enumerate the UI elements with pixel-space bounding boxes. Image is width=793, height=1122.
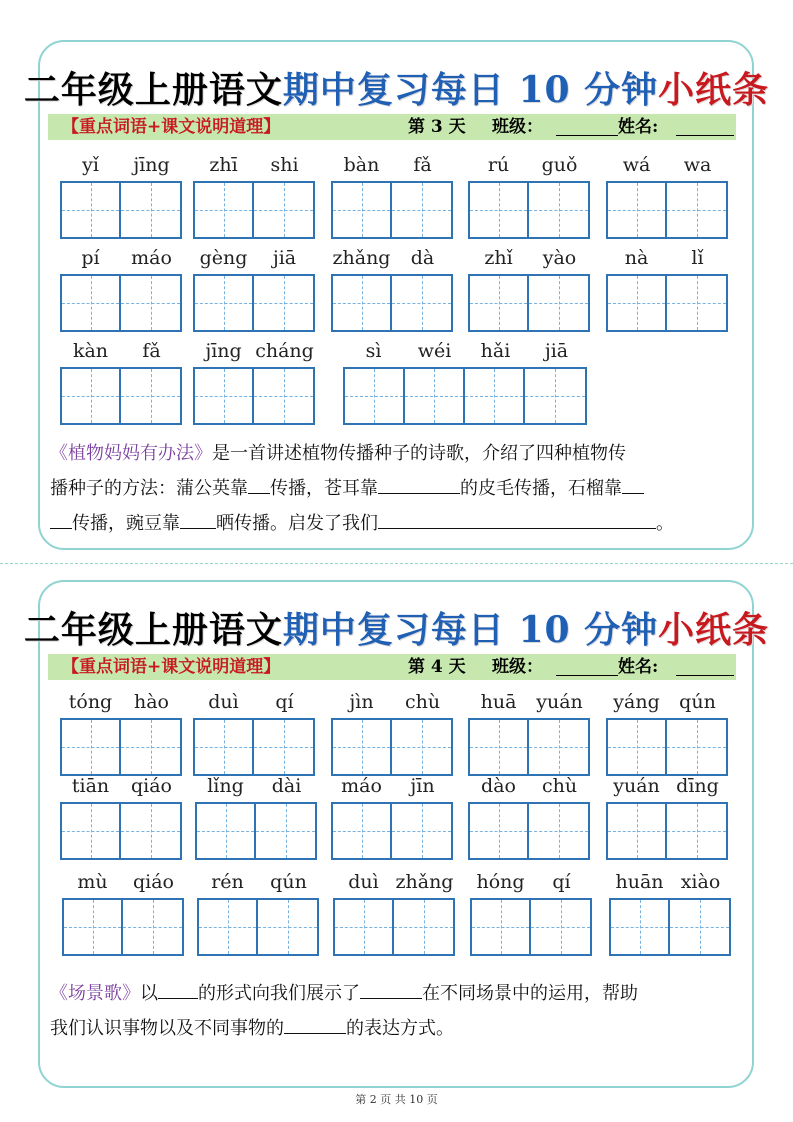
- pinyin-label: qún: [270, 871, 307, 893]
- pinyin-label: wá: [622, 154, 651, 176]
- pinyin-label: zhǐ: [484, 247, 513, 269]
- writing-cell[interactable]: [470, 804, 529, 858]
- writing-cell[interactable]: [62, 369, 121, 423]
- sheet1-paragraph: 《植物妈妈有办法》是一首讲述植物传播种子的诗歌，介绍了四种植物传 播种子的方法：蒲公英靠 传播，苍耳靠 的皮毛传播，石榴靠 传播，豌豆靠 晒传播。启发了我们 。: [50, 443, 674, 534]
- writing-cell[interactable]: [195, 369, 254, 423]
- tianzige-box-row: [193, 274, 315, 332]
- tianzige-box-row: [331, 181, 453, 239]
- pinyin-label: yào: [542, 247, 577, 269]
- writing-cell[interactable]: [62, 276, 121, 330]
- pinyin-label: jīng: [205, 340, 242, 362]
- tianzige-box-row: [193, 367, 315, 425]
- pinyin-label: shi: [270, 154, 299, 176]
- writing-cell[interactable]: [667, 276, 726, 330]
- pinyin-label: chù: [404, 691, 441, 713]
- writing-cell[interactable]: [62, 183, 121, 237]
- writing-cell[interactable]: [121, 183, 180, 237]
- fill-blank[interactable]: [378, 510, 656, 529]
- writing-cell[interactable]: [470, 183, 529, 237]
- writing-cell[interactable]: [531, 900, 590, 954]
- pinyin-label: cháng: [255, 340, 314, 362]
- pinyin-label: yuán: [536, 691, 583, 713]
- pinyin-label: máo: [131, 247, 172, 269]
- writing-cell[interactable]: [121, 720, 180, 774]
- tianzige-box-row: [331, 274, 453, 332]
- pinyin-label: rú: [487, 154, 510, 176]
- writing-cell[interactable]: [333, 804, 392, 858]
- pinyin-label: zhī: [209, 154, 238, 176]
- fill-blank[interactable]: [248, 475, 270, 494]
- writing-cell[interactable]: [62, 720, 121, 774]
- sheet1-title: 二年级上册语文期中复习每日 10 分钟小纸条: [23, 69, 770, 111]
- writing-cell[interactable]: [254, 276, 313, 330]
- pinyin-label: zhǎng: [332, 247, 391, 269]
- pinyin-label: dīng: [676, 775, 719, 797]
- name-label: 姓名:: [618, 117, 659, 137]
- writing-cell[interactable]: [121, 369, 180, 423]
- class-label: 班级：: [492, 657, 543, 677]
- page-footer: 第 2 页 共 10 页: [355, 1093, 438, 1106]
- writing-cell[interactable]: [529, 804, 588, 858]
- writing-cell[interactable]: [345, 369, 405, 423]
- pinyin-label: fǎ: [413, 154, 432, 176]
- tianzige-box-row: [193, 181, 315, 239]
- tianzige-box-row: [193, 718, 315, 776]
- writing-cell[interactable]: [405, 369, 465, 423]
- fill-blank[interactable]: [158, 980, 198, 999]
- pinyin-label: gèng: [199, 247, 248, 269]
- tianzige-box-row: [468, 181, 590, 239]
- pinyin-label: rén: [211, 871, 244, 893]
- writing-cell[interactable]: [608, 276, 667, 330]
- pinyin-label: jīng: [133, 154, 170, 176]
- cut-line-divider: [0, 563, 793, 564]
- pinyin-label: jìn: [349, 691, 374, 713]
- tianzige-box-row: [609, 898, 731, 956]
- writing-cell[interactable]: [64, 900, 123, 954]
- tianzige-box-row: [468, 802, 590, 860]
- pinyin-label: qiáo: [130, 775, 172, 797]
- day-label: 第 4 天: [408, 657, 466, 677]
- pinyin-label: tiān: [71, 775, 110, 797]
- tianzige-box-row: [60, 367, 182, 425]
- writing-cell[interactable]: [333, 720, 392, 774]
- pinyin-label: jīn: [410, 775, 435, 797]
- writing-cell[interactable]: [529, 720, 588, 774]
- pinyin-label: sì: [365, 340, 382, 362]
- pinyin-label: pí: [81, 247, 100, 269]
- writing-cell[interactable]: [611, 900, 670, 954]
- writing-cell[interactable]: [667, 720, 726, 774]
- pinyin-label: huā: [480, 691, 517, 713]
- tianzige-box-row: [470, 898, 592, 956]
- day-label: 第 3 天: [408, 117, 466, 137]
- pinyin-label: qiáo: [132, 871, 174, 893]
- writing-cell[interactable]: [608, 720, 667, 774]
- writing-cell[interactable]: [470, 276, 529, 330]
- tianzige-box-row: [606, 802, 728, 860]
- writing-cell[interactable]: [333, 183, 392, 237]
- pinyin-label: yáng: [613, 691, 660, 713]
- pinyin-label: máo: [341, 775, 382, 797]
- writing-cell[interactable]: [121, 276, 180, 330]
- pinyin-label: qí: [552, 871, 571, 893]
- class-field[interactable]: [556, 675, 618, 676]
- pinyin-label: fǎ: [142, 340, 161, 362]
- tianzige-box-row: [60, 802, 182, 860]
- writing-cell[interactable]: [608, 804, 667, 858]
- tianzige-box-row: [468, 718, 590, 776]
- writing-cell[interactable]: [256, 804, 315, 858]
- writing-cell[interactable]: [195, 720, 254, 774]
- writing-cell[interactable]: [392, 276, 451, 330]
- writing-cell[interactable]: [254, 720, 313, 774]
- tianzige-box-row: [468, 274, 590, 332]
- tianzige-box-row: [331, 718, 453, 776]
- name-label: 姓名:: [618, 657, 659, 677]
- pinyin-label: wa: [683, 154, 712, 176]
- tianzige-box-row: [60, 718, 182, 776]
- writing-cell[interactable]: [254, 369, 313, 423]
- pinyin-label: hǎi: [480, 340, 511, 362]
- sheet2-title: 二年级上册语文期中复习每日 10 分钟小纸条: [23, 609, 770, 651]
- sheet2-info-band: [48, 654, 736, 680]
- writing-cell[interactable]: [667, 183, 726, 237]
- tianzige-box-row: [331, 802, 453, 860]
- fill-blank[interactable]: [622, 475, 644, 494]
- writing-cell[interactable]: [62, 804, 121, 858]
- writing-cell[interactable]: [121, 804, 180, 858]
- pinyin-label: mù: [77, 871, 108, 893]
- tianzige-box-row: [606, 181, 728, 239]
- writing-cell[interactable]: [608, 183, 667, 237]
- pinyin-label: chù: [541, 775, 578, 797]
- class-field[interactable]: [556, 135, 618, 136]
- pinyin-label: bàn: [343, 154, 380, 176]
- name-field[interactable]: [676, 135, 734, 136]
- pinyin-label: kàn: [72, 340, 109, 362]
- subject-label: 【重点词语+课文说明道理】: [62, 657, 281, 677]
- class-label: 班级：: [492, 117, 543, 137]
- writing-cell[interactable]: [529, 276, 588, 330]
- tianzige-box-row: [197, 898, 319, 956]
- pinyin-label: hóng: [476, 871, 525, 893]
- tianzige-box-row: [60, 181, 182, 239]
- pinyin-label: dà: [410, 247, 435, 269]
- fill-blank[interactable]: [180, 510, 216, 529]
- writing-cell[interactable]: [394, 900, 453, 954]
- pinyin-label: yuán: [613, 775, 660, 797]
- pinyin-label: dào: [481, 775, 516, 797]
- writing-cell[interactable]: [197, 804, 256, 858]
- writing-cell[interactable]: [195, 183, 254, 237]
- writing-cell[interactable]: [392, 183, 451, 237]
- pinyin-label: guǒ: [541, 154, 578, 176]
- tianzige-box-row: [62, 898, 184, 956]
- pinyin-label: zhǎng: [395, 871, 454, 893]
- fill-blank[interactable]: [50, 510, 72, 529]
- writing-cell[interactable]: [670, 900, 729, 954]
- writing-cell[interactable]: [470, 720, 529, 774]
- name-field[interactable]: [676, 675, 734, 676]
- writing-cell[interactable]: [472, 900, 531, 954]
- pinyin-label: huān: [615, 871, 664, 893]
- book-title: 《场景歌》: [50, 983, 140, 1004]
- pinyin-label: nà: [624, 247, 649, 269]
- subject-label: 【重点词语+课文说明道理】: [62, 117, 281, 137]
- writing-cell[interactable]: [529, 183, 588, 237]
- writing-cell[interactable]: [392, 720, 451, 774]
- pinyin-label: duì: [348, 871, 379, 893]
- tianzige-box-row: [606, 718, 728, 776]
- tianzige-box-row: [60, 274, 182, 332]
- pinyin-label: xiào: [680, 871, 721, 893]
- writing-cell[interactable]: [667, 804, 726, 858]
- writing-cell[interactable]: [199, 900, 258, 954]
- pinyin-label: jiā: [544, 340, 569, 362]
- writing-cell[interactable]: [465, 369, 525, 423]
- sheet2-paragraph: 《场景歌》以 的形式向我们展示了 在不同场景中的运用，帮助 我们认识事物以及不同事物的 的表达方式。: [50, 976, 750, 1046]
- fill-blank[interactable]: [284, 1015, 346, 1034]
- pinyin-label: hào: [133, 691, 169, 713]
- writing-cell[interactable]: [254, 183, 313, 237]
- pinyin-label: yǐ: [82, 154, 99, 176]
- pinyin-label: duì: [208, 691, 239, 713]
- tianzige-box-row: [606, 274, 728, 332]
- book-title: 《植物妈妈有办法》: [50, 443, 212, 464]
- pinyin-label: jiā: [272, 247, 297, 269]
- pinyin-label: qí: [275, 691, 294, 713]
- pinyin-label: wéi: [417, 340, 452, 362]
- tianzige-box-row: [343, 367, 587, 425]
- writing-cell[interactable]: [335, 900, 394, 954]
- writing-cell[interactable]: [258, 900, 317, 954]
- pinyin-label: tóng: [68, 691, 113, 713]
- pinyin-label: lǐ: [691, 247, 704, 269]
- pinyin-label: qún: [679, 691, 716, 713]
- fill-blank[interactable]: [378, 475, 460, 494]
- tianzige-box-row: [333, 898, 455, 956]
- writing-cell[interactable]: [525, 369, 585, 423]
- pinyin-label: lǐng: [207, 775, 244, 797]
- writing-cell[interactable]: [392, 804, 451, 858]
- writing-cell[interactable]: [123, 900, 182, 954]
- sheet1-info-band: [48, 114, 736, 140]
- tianzige-box-row: [195, 802, 317, 860]
- pinyin-label: dài: [271, 775, 302, 797]
- writing-cell[interactable]: [333, 276, 392, 330]
- writing-cell[interactable]: [195, 276, 254, 330]
- fill-blank[interactable]: [360, 980, 422, 999]
